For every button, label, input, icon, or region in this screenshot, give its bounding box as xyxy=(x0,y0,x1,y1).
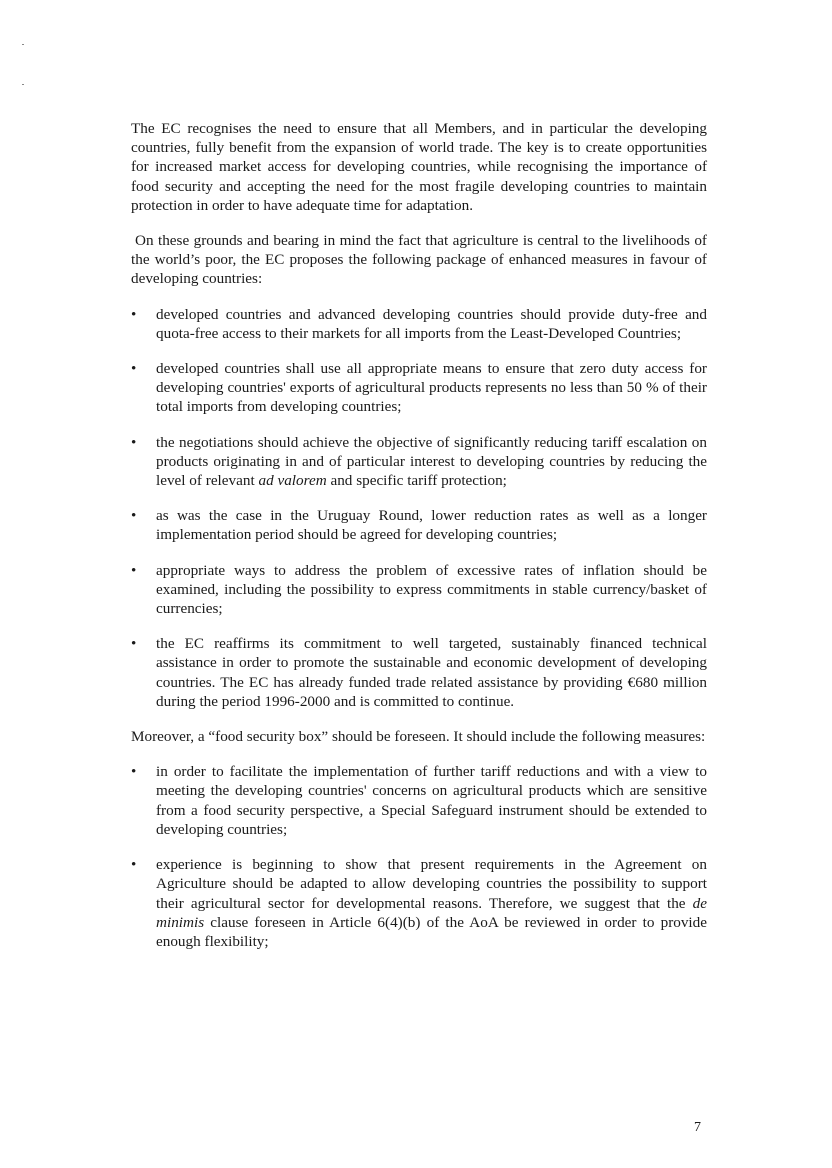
intro-paragraph: The EC recognises the need to ensure that all Members, and in particular the developing countries, fully benefit from the expansion of world trade. The key is to create opportunities for increased market access for developing countries, while recognising the importance of food security and accepting the need for the most fragile developing countries to maintain protection in order to have adequate time for adaptation. xyxy=(131,120,707,214)
list-item: • appropriate ways to address the problem of excessive rates of inflation should be examined, including the possibility to express commitments in stable currency/basket of currencies; xyxy=(131,561,707,619)
document-body xyxy=(131,119,707,967)
bullet-icon xyxy=(131,634,143,653)
list-item: • the negotiations should achieve the objective of significantly reducing tariff escalation on products originating in and of particular interest to developing countries by reducing the level of relevant ad valorem and specific tariff protection; xyxy=(131,433,707,491)
bullet-icon xyxy=(131,433,143,452)
page-number: 7 xyxy=(694,1120,701,1135)
grounds-paragraph: On these grounds and bearing in mind the fact that agriculture is central to the livelihoods of the world’s poor, the EC proposes the following package of enhanced measures in favour of developing countries: xyxy=(131,232,707,288)
scan-speck xyxy=(22,84,24,85)
bullet-icon xyxy=(131,305,143,324)
bullet-icon xyxy=(131,855,143,874)
list-item: • the EC reaffirms its commitment to well targeted, sustainably financed technical assistance in order to promote the sustainable and economic development of developing countries. The EC has already funded trade related assistance by providing €680 million during the period 1996-2000 and is committed to continue. xyxy=(131,634,707,711)
food-security-paragraph: Moreover, a “food security box” should be foreseen. It should include the following measures: xyxy=(131,728,706,746)
bullet-icon xyxy=(131,506,143,525)
bullet-icon xyxy=(131,359,143,378)
measures-list xyxy=(131,305,707,711)
list-item: • developed countries and advanced developing countries should provide duty-free and quota-free access to their markets for all imports from the Least-Developed Countries; xyxy=(131,305,707,343)
list-item: • experience is beginning to show that present requirements in the Agreement on Agriculture should be adapted to allow developing countries the possibility to support their agricultural sector for developmental reasons. Therefore, we suggest that the de minimis clause foreseen in Article 6(4)(b) of the AoA be reviewed in order to provide enough flexibility; xyxy=(131,855,707,951)
list-item: • developed countries shall use all appropriate means to ensure that zero duty access for developing countries' exports of agricultural products represents no less than 50 % of their total imports from developing countries; xyxy=(131,359,707,417)
list-item: • in order to facilitate the implementation of further tariff reductions and with a view to meeting the developing countries' concerns on agricultural products which are sensitive from a food security perspective, a Special Safeguard instrument should be extended to developing countries; xyxy=(131,762,707,839)
list-item: • as was the case in the Uruguay Round, lower reduction rates as well as a longer implementation period should be agreed for developing countries; xyxy=(131,506,707,544)
scan-speck xyxy=(22,44,24,45)
food-security-list xyxy=(131,762,707,951)
bullet-icon xyxy=(131,561,143,580)
bullet-icon xyxy=(131,762,143,781)
